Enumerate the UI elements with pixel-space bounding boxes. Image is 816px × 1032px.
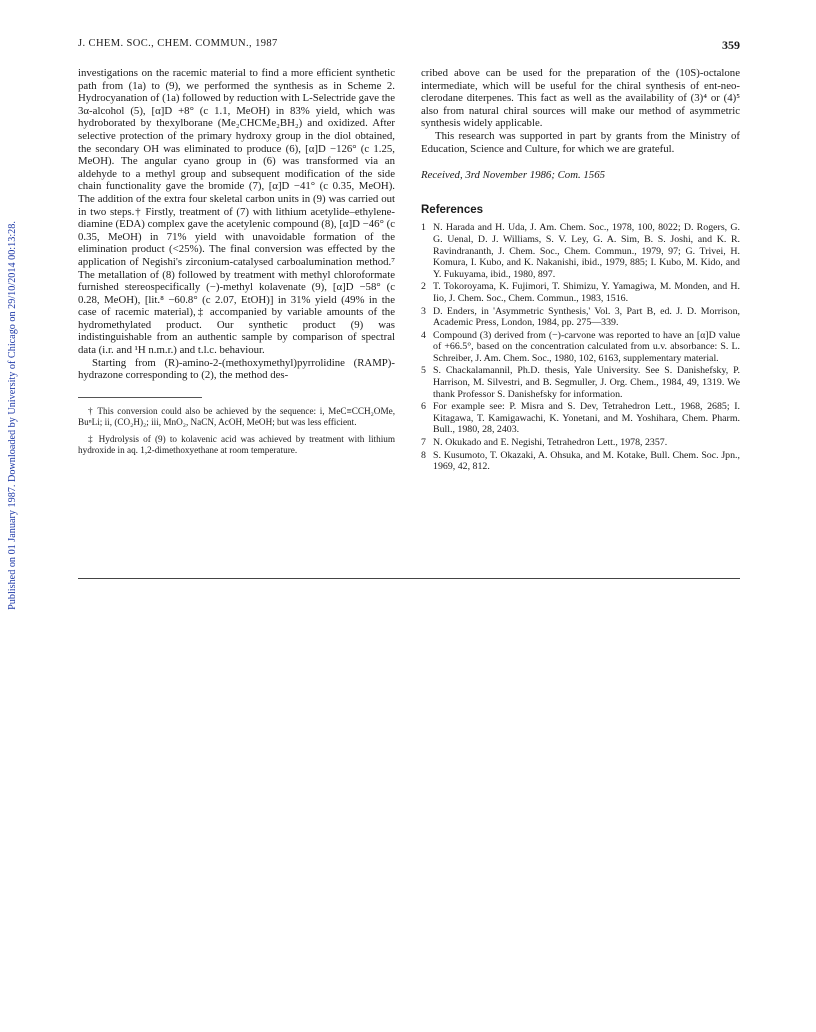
download-watermark-text: Published on 01 January 1987. Downloaded by University of Chicago on 29/10/2014 00:13:28.	[6, 220, 18, 610]
reference-number: 5	[421, 365, 426, 377]
reference-number: 6	[421, 401, 426, 413]
reference-text: N. Okukado and E. Negishi, Tetrahedron Lett., 1978, 2357.	[433, 437, 668, 449]
reference-item	[421, 222, 740, 280]
reference-item	[421, 437, 740, 449]
reference-text: Compound (3) derived from (−)-carvone was reported to have an [α]D value of +66.5°, based on the concentration calculated from u.v. absorbance: S. L. Schreiber, J. Am. Chem. Soc., 1980, 102, 6163, supplementary material.	[433, 329, 740, 364]
references-heading: References	[421, 203, 484, 216]
body-paragraph: cribed above can be used for the preparation of the (10S)-octalone intermediate, which will be useful for the chiral synthesis of ent-neo-clerodane diterpenes. This fact as well as the availability of (3)⁴ or (4)⁵ also from natural chiral sources will make our method of asymmetric synthesis widely applicable.	[421, 67, 740, 130]
body-paragraph: Starting from (R)-amino-2-(methoxymethyl)pyrrolidine (RAMP)-hydrazone corresponding to (2), the method des-	[78, 356, 395, 382]
bottom-rule	[78, 578, 740, 579]
reference-text: S. Chackalamannil, Ph.D. thesis, Yale University. See S. Danishefsky, P. Harrison, M. Silvestri, and B. Segmuller, J. Org. Chem., 1984, 49, 1319. We thank Professor S. Danishefsky for information.	[433, 365, 740, 400]
download-watermark	[4, 210, 20, 620]
reference-number: 7	[421, 437, 426, 449]
reference-text: T. Tokoroyama, K. Fujimori, T. Shimizu, Y. Yamagiwa, M. Monden, and H. Iio, J. Chem. Soc., Chem. Commun., 1983, 1516.	[433, 281, 740, 304]
reference-text: For example see: P. Misra and S. Dev, Tetrahedron Lett., 1968, 2685; I. Kitagawa, T. Kamigawachi, K. Yonetani, and M. Yoshihara, Chem. Pharm. Bull., 1980, 28, 2403.	[433, 401, 740, 436]
reference-number: 8	[421, 449, 426, 461]
reference-item	[421, 365, 740, 400]
received-date: Received, 3rd November 1986; Com. 1565	[421, 169, 606, 182]
reference-number: 4	[421, 329, 426, 341]
page-header	[78, 38, 740, 54]
left-column	[78, 67, 395, 462]
reference-number: 3	[421, 305, 426, 317]
footnote: ‡ Hydrolysis of (9) to kolavenic acid was achieved by treatment with lithium hydroxide in aq. 1,2-dimethoxyethane at room temperature.	[78, 433, 395, 455]
reference-item	[421, 330, 740, 365]
reference-item	[421, 306, 740, 329]
reference-item	[421, 401, 740, 436]
reference-item	[421, 450, 740, 473]
page-number: 359	[722, 38, 740, 52]
footnote: † This conversion could also be achieved by the sequence: i, MeC≡CCH₂OMe, BuⁿLi; ii, (CO₂H)₂; iii, MnO₂, NaCN, AcOH, MeOH; but was less efficient.	[78, 405, 395, 427]
reference-text: D. Enders, in 'Asymmetric Synthesis,' Vol. 3, Part B, ed. J. D. Morrison, Academic Press, London, 1984, pp. 275—339.	[433, 305, 740, 329]
references-list	[421, 222, 740, 472]
reference-number: 1	[421, 222, 426, 234]
reference-text: N. Harada and H. Uda, J. Am. Chem. Soc., 1978, 100, 8022; D. Rogers, G. G. Uenal, D. J. Williams, S. V. Ley, G. A. Sim, B. S. Joshi, and K. R. Ravindrananth, J. Chem. Soc., Chem. Commun., 1979, 97; G. Trivei, H. Komura, I. Kubo, and K. Nakanishi, ibid., 1979, 885; I. Kubo, M. Kido, and Y. Fukuyama, ibid., 1980, 897.	[433, 222, 740, 280]
reference-number: 2	[421, 281, 426, 293]
body-paragraph: investigations on the racemic material to find a more efficient synthetic path from (1a) to (9), we performed the synthesis as in Scheme 2. Hydrocyanation of (1a) followed by reduction with L-Selectride gave the 3α-alcohol (5), [α]D +8° (c 1.1, MeOH) in 83% yield, which was hydroborated by thexylborane (Me₂CHCMe₂BH₂) and oxidized. After selective protection of the primary hydroxy group in the diol obtained, the secondary OH was eliminated to produce (6), [α]D −126° (c 1.25, MeOH). The angular cyano group in (6) was transformed via an aldehyde to a methyl group and subsequent modification of the side chain functionality gave the bromide (7), [α]D −41° (c 0.35, MeOH). The addition of the extra four skeletal carbon units in (9) was carried out in two steps.† Firstly, treatment of (7) with lithium acetylide–ethylene-diamine (EDA) complex gave the acetylenic compound (8), [α]D −46° (c 0.35, MeOH) in 71% yield with unavoidable formation of the elimination product (<25%). The final conversion was effected by the application of Negishi's zirconium-catalysed carboalumination method.⁷ The metallation of (8) followed by treatment with methyl chloroformate furnished stereospecifically (−)-methyl kolavenate (9), [α]D −58° (c 0.28, MeOH), [lit.⁸ −60.8° (c 2.07, EtOH)] in 31% yield (49% in the case of racemic material),‡ accompanied by variable amounts of the hydromethylated product. Our synthetic product (9) was indistinguishable from an authentic sample by comparison of spectral data (i.r. and ¹H n.m.r.) and t.l.c. behaviour.	[78, 67, 395, 357]
reference-item	[421, 281, 740, 304]
right-column	[421, 67, 740, 474]
body-paragraph: This research was supported in part by grants from the Ministry of Education, Science and Culture, for which we are grateful.	[421, 129, 740, 155]
footnote-divider	[78, 397, 202, 398]
journal-citation: J. CHEM. SOC., CHEM. COMMUN., 1987	[78, 38, 278, 49]
reference-text: S. Kusumoto, T. Okazaki, A. Ohsuka, and M. Kotake, Bull. Chem. Soc. Jpn., 1969, 42, 812.	[433, 449, 740, 473]
